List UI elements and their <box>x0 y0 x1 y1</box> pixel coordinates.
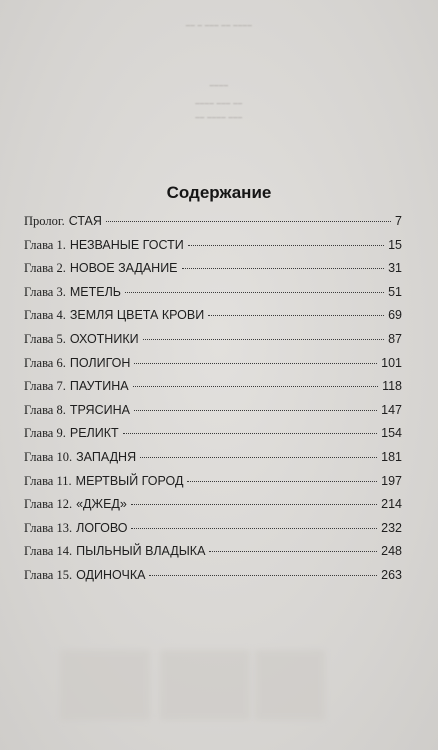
toc-entry <box>24 470 402 494</box>
toc-entry-prefix: Пролог. <box>24 214 65 228</box>
toc-entry-page-number: 214 <box>381 497 402 512</box>
toc-entry <box>24 281 402 305</box>
toc-leader-dots <box>188 244 384 246</box>
toc-entry-page-number: 87 <box>388 331 402 346</box>
toc-entry <box>24 234 402 258</box>
toc-leader-dots <box>187 480 377 482</box>
toc-leader-dots <box>208 314 384 316</box>
toc-entry-page-number: 69 <box>388 308 402 323</box>
bleed-through-text: ━━ ━ ━━━ ━━ ━━━━ <box>185 23 253 30</box>
toc-entry-page-number: 197 <box>381 473 402 488</box>
toc-entry-page-number: 232 <box>381 520 402 535</box>
toc-leader-dots <box>131 503 377 505</box>
toc-leader-dots <box>182 267 385 269</box>
toc-entry-prefix: Глава 7. <box>24 379 66 394</box>
bleed-through-text: ━━━━ ━━━ ━━ <box>195 101 243 108</box>
toc-entry-title: «ДЖЕД» <box>76 497 127 512</box>
toc-entry <box>24 304 402 328</box>
toc-entry-page-number: 101 <box>381 355 402 370</box>
toc-entry-title: ЗАПАДНЯ <box>76 449 137 464</box>
bleed-through-text: ━━━━ <box>209 83 229 90</box>
toc-entry <box>24 328 402 352</box>
toc-entry-title: СТАЯ <box>68 214 102 228</box>
toc-entry-page-number: 181 <box>381 449 402 464</box>
toc-entry <box>24 493 402 517</box>
toc-leader-dots <box>133 385 379 387</box>
toc-leader-dots <box>209 550 377 552</box>
toc-entry <box>24 352 402 376</box>
toc-entry-prefix: Глава 8. <box>24 402 66 417</box>
toc-leader-dots <box>134 362 377 364</box>
toc-leader-dots <box>131 527 377 529</box>
toc-entry <box>24 517 402 541</box>
toc-entry <box>24 446 402 470</box>
toc-entry-page-number: 7 <box>395 214 402 228</box>
toc-entry-title: МЕРТВЫЙ ГОРОД <box>75 473 184 488</box>
toc-entry-prefix: Глава 5. <box>24 331 66 346</box>
bleed-through-mark <box>160 650 250 720</box>
toc-entry-title: ЗЕМЛЯ ЦВЕТА КРОВИ <box>69 308 205 323</box>
toc-entry-title: ОДИНОЧКА <box>76 567 146 582</box>
toc-entry-page-number: 154 <box>381 426 402 441</box>
toc-entry-title: МЕТЕЛЬ <box>69 284 121 299</box>
toc-entry-prefix: Глава 4. <box>24 308 66 323</box>
toc-entry <box>24 375 402 399</box>
toc-entry-title: ПОЛИГОН <box>69 355 131 370</box>
toc-leader-dots <box>143 338 385 340</box>
toc-entry-page-number: 248 <box>381 544 402 559</box>
toc-entry-prefix: Глава 6. <box>24 355 66 370</box>
bleed-through-text: ━━ ━━━━ ━━━ <box>195 115 243 122</box>
toc-entry-prefix: Глава 9. <box>24 426 66 441</box>
toc-entry-page-number: 31 <box>388 261 402 276</box>
toc-entry-page-number: 147 <box>381 402 402 417</box>
bleed-through-mark <box>255 650 325 720</box>
toc-entry-title: ЛОГОВО <box>76 520 128 535</box>
toc-entry-prefix: Глава 1. <box>24 237 66 252</box>
toc-entry-title: ОХОТНИКИ <box>69 331 139 346</box>
toc-entry-prefix: Глава 10. <box>24 449 73 464</box>
toc-entry-title: ТРЯСИНА <box>69 402 130 417</box>
toc-entry-title: РЕЛИКТ <box>69 426 119 441</box>
toc-entry-page-number: 118 <box>382 379 402 394</box>
toc-entry <box>24 422 402 446</box>
bleed-through-mark <box>60 650 150 720</box>
toc-entry-page-number: 15 <box>388 237 402 252</box>
toc-entry <box>24 210 402 234</box>
toc-entry-prefix: Глава 11. <box>24 473 72 488</box>
toc-entry <box>24 257 402 281</box>
toc-leader-dots <box>134 409 377 411</box>
table-of-contents <box>24 210 402 588</box>
toc-entry-title: НЕЗВАНЫЕ ГОСТИ <box>69 237 184 252</box>
toc-entry-title: ПАУТИНА <box>69 379 129 394</box>
toc-leader-dots <box>123 432 378 434</box>
toc-entry-title: ПЫЛЬНЫЙ ВЛАДЫКА <box>76 544 206 559</box>
toc-leader-dots <box>106 220 391 222</box>
toc-entry <box>24 564 402 588</box>
toc-entry <box>24 540 402 564</box>
toc-entry-title: НОВОЕ ЗАДАНИЕ <box>69 261 178 276</box>
toc-entry-prefix: Глава 15. <box>24 567 73 582</box>
toc-entry-page-number: 263 <box>381 567 402 582</box>
toc-entry-page-number: 51 <box>388 284 402 299</box>
toc-leader-dots <box>140 456 377 458</box>
toc-entry <box>24 399 402 423</box>
toc-entry-prefix: Глава 12. <box>24 497 73 512</box>
page-title: Содержание <box>166 183 272 203</box>
toc-entry-prefix: Глава 14. <box>24 544 73 559</box>
toc-entry-prefix: Глава 3. <box>24 284 66 299</box>
toc-entry-prefix: Глава 2. <box>24 261 66 276</box>
toc-leader-dots <box>125 291 384 293</box>
toc-leader-dots <box>149 574 377 576</box>
toc-entry-prefix: Глава 13. <box>24 520 73 535</box>
